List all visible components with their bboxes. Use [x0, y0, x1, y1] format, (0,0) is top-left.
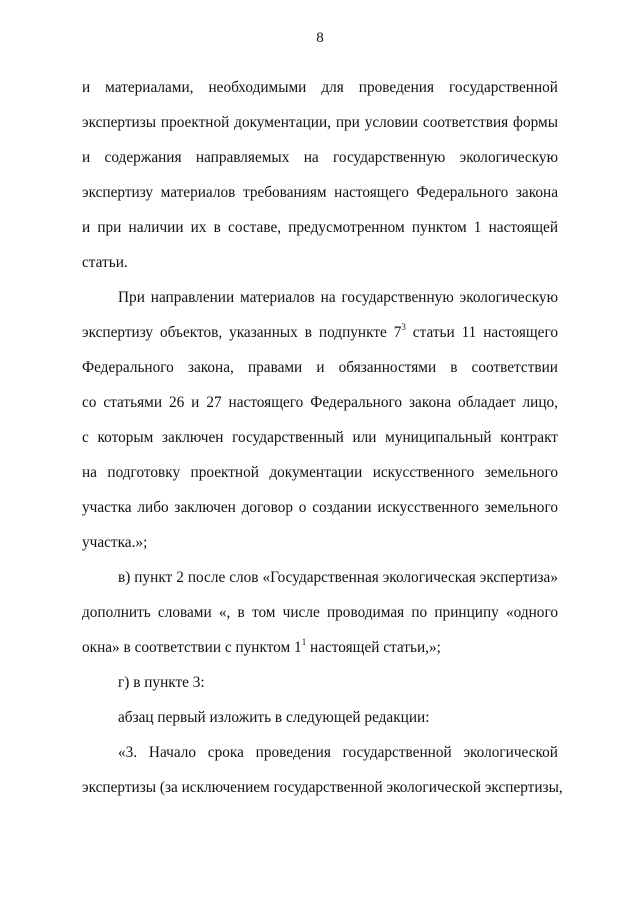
- text-line: г) в пункте 3:: [118, 674, 205, 691]
- text-line: абзац первый изложить в следующей редакции:: [118, 709, 430, 726]
- text-line: с которым заключен государственный или муниципальный контракт: [82, 429, 558, 446]
- text-line: Федерального закона, правами и обязанностями в соответствии: [82, 359, 558, 376]
- superscript: 3: [401, 322, 406, 332]
- text-line: и при наличии их в составе, предусмотренном пунктом 1 настоящей: [82, 219, 558, 236]
- text-segment: окна» в соответствии с пунктом 1: [82, 639, 302, 656]
- text-line: и содержания направляемых на государственную экологическую: [82, 149, 558, 166]
- text-line: на подготовку проектной документации искусственного земельного: [82, 464, 558, 481]
- text-line: экспертизы проектной документации, при условии соответствия формы: [82, 114, 558, 131]
- text-line: участка либо заключен договор о создании искусственного земельного: [82, 499, 558, 516]
- text-line: и материалами, необходимыми для проведения государственной: [82, 79, 558, 96]
- superscript: 1: [301, 637, 307, 647]
- text-line-with-superscript: [82, 323, 558, 343]
- text-segment: настоящей статьи,»;: [306, 639, 441, 656]
- text-line: экспертизы (за исключением государственной экологической экспертизы,: [82, 779, 563, 796]
- page-number: 8: [316, 30, 324, 46]
- text-line: со статьями 26 и 27 настоящего Федерального закона обладает лицо,: [82, 394, 558, 411]
- text-line: участка.»;: [82, 534, 148, 551]
- text-line: «3. Начало срока проведения государственной экологической: [118, 744, 558, 761]
- text-segment: статьи 11 настоящего: [405, 324, 558, 341]
- text-line: экспертизу материалов требованиям настоящего Федерального закона: [82, 184, 558, 201]
- text-line: дополнить словами «, в том числе проводимая по принципу «одного: [82, 604, 558, 621]
- text-segment: экспертизу объектов, указанных в подпункте 7: [82, 324, 402, 341]
- text-line: в) пункт 2 после слов «Государственная экологическая экспертиза»: [118, 569, 558, 586]
- text-line: При направлении материалов на государственную экологическую: [118, 289, 558, 306]
- text-line-with-superscript: [82, 638, 558, 658]
- text-line: статьи.: [82, 254, 128, 271]
